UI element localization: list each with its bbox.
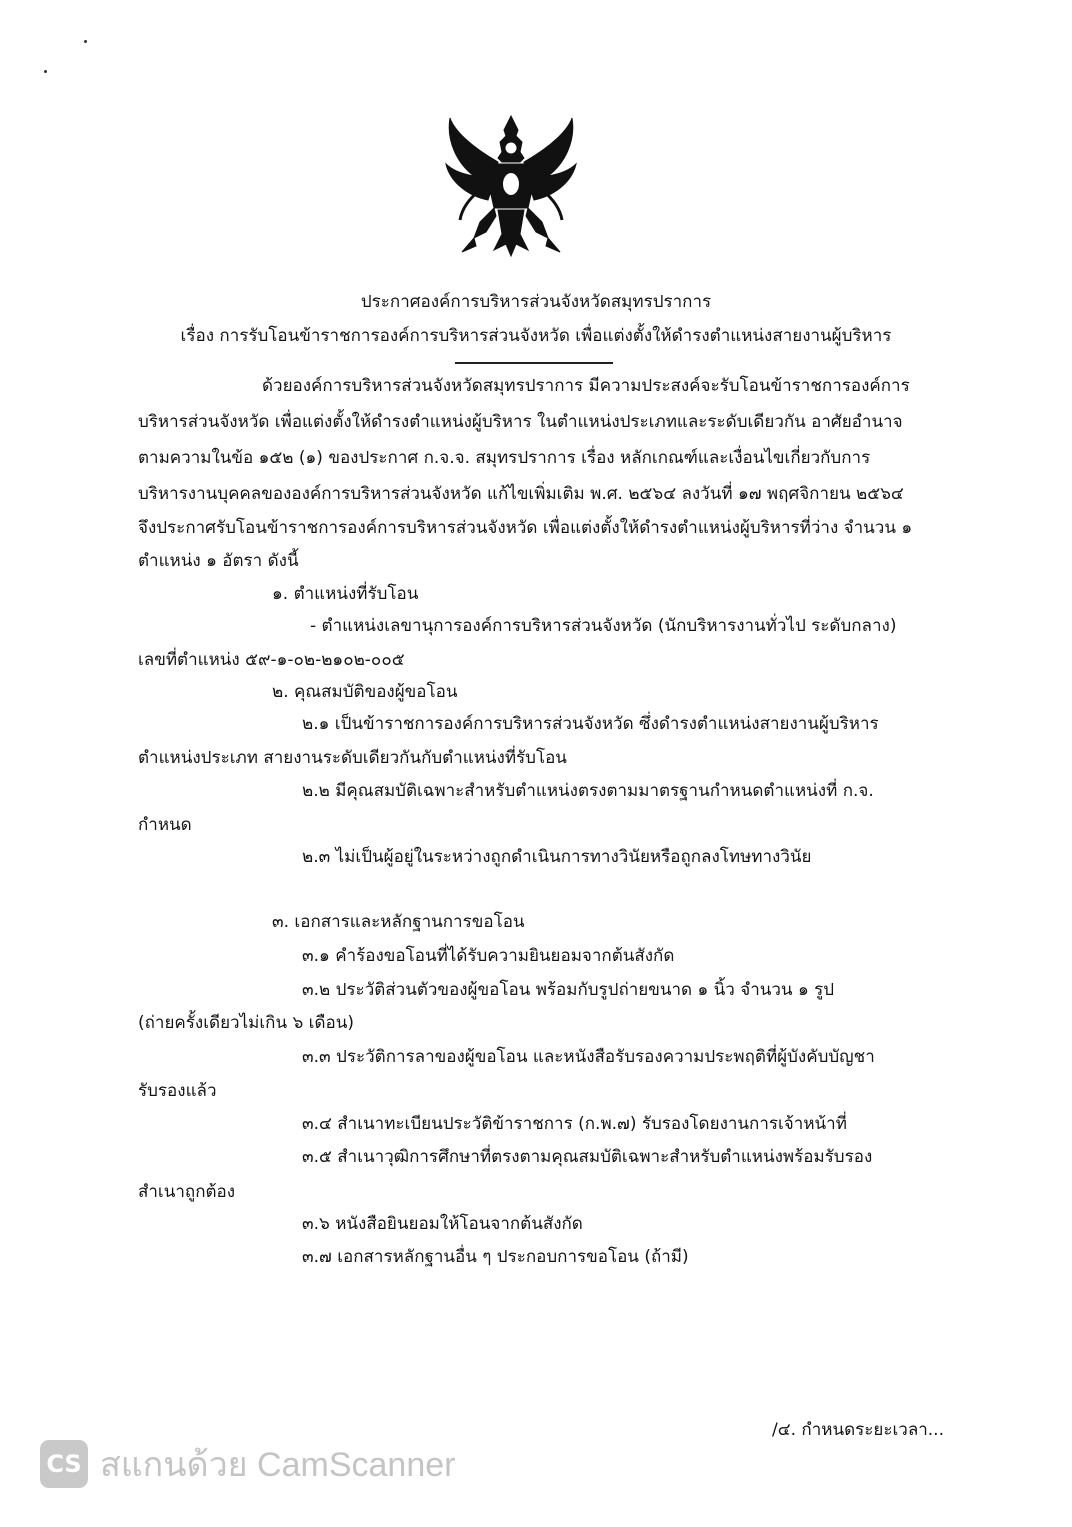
section-heading: ๓. เอกสารและหลักฐานการขอโอน (272, 912, 525, 932)
intro-line: ด้วยองค์การบริหารส่วนจังหวัดสมุทรปราการ มีความประสงค์จะรับโอนข้าราชการองค์การ (262, 376, 910, 396)
section-item: ๓.๒ ประวัติส่วนตัวของผู้ขอโอน พร้อมกับรูปถ่ายขนาด ๑ นิ้ว จำนวน ๑ รูป (302, 980, 835, 1000)
section-item: ๒.๒ มีคุณสมบัติเฉพาะสำหรับตำแหน่งตรงตามมาตรฐานกำหนดตำแหน่งที่ ก.จ. (302, 781, 874, 801)
section-item-cont: กำหนด (138, 815, 192, 835)
section-heading: ๒. คุณสมบัติของผู้ขอโอน (272, 682, 458, 702)
scan-speck (44, 70, 47, 73)
section-item-cont: เลขที่ตำแหน่ง ๕๙-๑-๐๒-๒๑๐๒-๐๐๕ (138, 650, 405, 670)
section-item: ๓.๔ สำเนาทะเบียนประวัติข้าราชการ (ก.พ.๗) รับรองโดยงานการเจ้าหน้าที่ (302, 1114, 847, 1134)
section-item: ๓.๑ คำร้องขอโอนที่ได้รับความยินยอมจากต้นสังกัด (302, 946, 675, 966)
garuda-emblem-icon (440, 112, 582, 262)
section-item: ๓.๖ หนังสือยินยอมให้โอนจากต้นสังกัด (302, 1214, 583, 1234)
section-heading: ๑. ตำแหน่งที่รับโอน (272, 584, 419, 604)
section-item: - ตำแหน่งเลขานุการองค์การบริหารส่วนจังหวัด (นักบริหารงานทั่วไป ระดับกลาง) (310, 616, 897, 636)
title-divider (455, 362, 613, 364)
intro-line: บริหารงานบุคคลขององค์การบริหารส่วนจังหวัด แก้ไขเพิ่มเติม พ.ศ. ๒๕๖๔ ลงวันที่ ๑๗ พฤศจิกายน ๒๕๖๔ (138, 484, 904, 504)
intro-line: ตามความในข้อ ๑๕๒ (๑) ของประกาศ ก.จ.จ. สมุทรปราการ เรื่อง หลักเกณฑ์และเงื่อนไขเกี่ยวกับการ (138, 448, 871, 468)
section-item: ๓.๓ ประวัติการลาของผู้ขอโอน และหนังสือรับรองความประพฤติที่ผู้บังคับบัญชา (302, 1047, 875, 1067)
announcement-title: ประกาศองค์การบริหารส่วนจังหวัดสมุทรปราการ (360, 292, 712, 312)
section-item-cont: รับรองแล้ว (138, 1081, 217, 1101)
camscanner-text: สแกนด้วย CamScanner (100, 1446, 456, 1484)
scan-speck (84, 40, 87, 43)
intro-line: บริหารส่วนจังหวัด เพื่อแต่งตั้งให้ดำรงตำแหน่งผู้บริหาร ในตำแหน่งประเภทและระดับเดียวกัน อาศัยอำนาจ (138, 412, 903, 432)
announcement-subject: เรื่อง การรับโอนข้าราชการองค์การบริหารส่วนจังหวัด เพื่อแต่งตั้งให้ดำรงตำแหน่งสายงานผู้บริหาร (180, 326, 892, 346)
section-item: ๓.๗ เอกสารหลักฐานอื่น ๆ ประกอบการขอโอน (ถ้ามี) (302, 1247, 689, 1267)
camscanner-watermark (40, 1440, 510, 1492)
section-item: ๒.๑ เป็นข้าราชการองค์การบริหารส่วนจังหวัด ซึ่งดำรงตำแหน่งสายงานผู้บริหาร (302, 714, 879, 734)
section-item-cont: สำเนาถูกต้อง (138, 1182, 236, 1202)
page-continuation: /๔. กำหนดระยะเวลา... (772, 1420, 944, 1440)
intro-line: ตำแหน่ง ๑ อัตรา ดังนี้ (138, 551, 299, 571)
section-item-cont: ตำแหน่งประเภท สายงานระดับเดียวกันกับตำแหน่งที่รับโอน (138, 748, 567, 768)
intro-line: จึงประกาศรับโอนข้าราชการองค์การบริหารส่วนจังหวัด เพื่อแต่งตั้งให้ดำรงตำแหน่งผู้บริหารที่ว่าง จำนวน ๑ (138, 518, 913, 538)
camscanner-logo-icon: CS (40, 1440, 88, 1488)
section-item-cont: (ถ่ายครั้งเดียวไม่เกิน ๖ เดือน) (138, 1013, 354, 1033)
section-item: ๓.๕ สำเนาวุฒิการศึกษาที่ตรงตามคุณสมบัติเฉพาะสำหรับตำแหน่งพร้อมรับรอง (302, 1147, 873, 1167)
section-item: ๒.๓ ไม่เป็นผู้อยู่ในระหว่างถูกดำเนินการทางวินัยหรือถูกลงโทษทางวินัย (302, 847, 812, 867)
